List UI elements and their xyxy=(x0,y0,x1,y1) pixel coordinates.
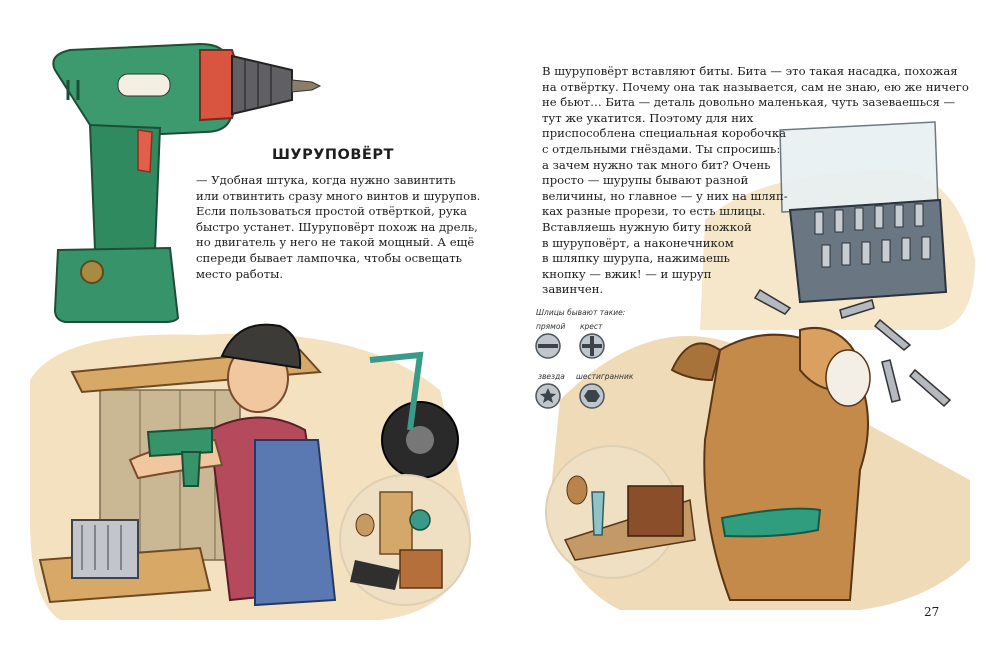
text-line: кнопку — вжик! — и шуруп xyxy=(542,266,712,281)
right-paragraph xyxy=(542,64,969,298)
slot-label-hex: шестигранник xyxy=(576,372,634,381)
text-line: спереди бывает лампочка, чтобы освещать xyxy=(196,250,462,265)
slot-star-icon xyxy=(536,384,560,408)
text-line: на отвёртку. Почему она так называется, сам не знаю, ею же ничего xyxy=(542,79,969,94)
text-line: в шляпку шурупа, нажимаешь xyxy=(542,251,730,266)
slot-label-cross: крест xyxy=(580,322,603,331)
slot-hex-icon xyxy=(580,384,604,408)
text-line: В шуруповёрт вставляют биты. Бита — это такая насадка, похожая xyxy=(542,64,958,78)
text-line: тут же укатится. Поэтому для них xyxy=(542,110,754,125)
text-line: а зачем нужно так много бит? Очень xyxy=(542,157,771,172)
slots-title: Шлицы бывают такие: xyxy=(536,308,626,317)
text-line: или отвинтить сразу много винтов и шурупов. xyxy=(196,188,481,203)
text-line: быстро устанет. Шуруповёрт похож на дрель, xyxy=(196,219,478,234)
section-heading: ШУРУПОВЁРТ xyxy=(272,147,394,163)
text-line: Если пользоваться простой отвёрткой, рука xyxy=(196,204,467,219)
slot-cross-icon xyxy=(580,334,604,358)
left-paragraph xyxy=(196,173,480,282)
slot-label-straight: прямой xyxy=(536,322,566,331)
text-line: Вставляешь нужную биту ножкой xyxy=(542,219,752,234)
text-line: — Удобная штука, когда нужно завинтить xyxy=(196,173,456,187)
slot-label-star: звезда xyxy=(538,372,565,381)
text-line: но двигатель у него не такой мощный. А ещё xyxy=(196,235,475,250)
text-line: не бьют… Бита — деталь довольно маленькая, чуть зазеваешься — xyxy=(542,95,956,110)
text-line: приспособлена специальная коробочка xyxy=(542,126,786,141)
text-line: с отдельными гнёздами. Ты спросишь: xyxy=(542,141,781,156)
text-line: завинчен. xyxy=(542,282,604,297)
mouse-inset-left xyxy=(340,475,470,605)
text-line: величины, но главное — у них на шляп- xyxy=(542,188,788,203)
text-line: место работы. xyxy=(196,266,284,281)
text-line: в шуруповёрт, а наконечником xyxy=(542,235,734,250)
text-line: просто — шурупы бывают разной xyxy=(542,173,749,188)
page-number: 27 xyxy=(924,605,940,619)
text-line: ках разные прорези, то есть шлицы. xyxy=(542,204,766,219)
slot-straight-icon xyxy=(536,334,560,358)
